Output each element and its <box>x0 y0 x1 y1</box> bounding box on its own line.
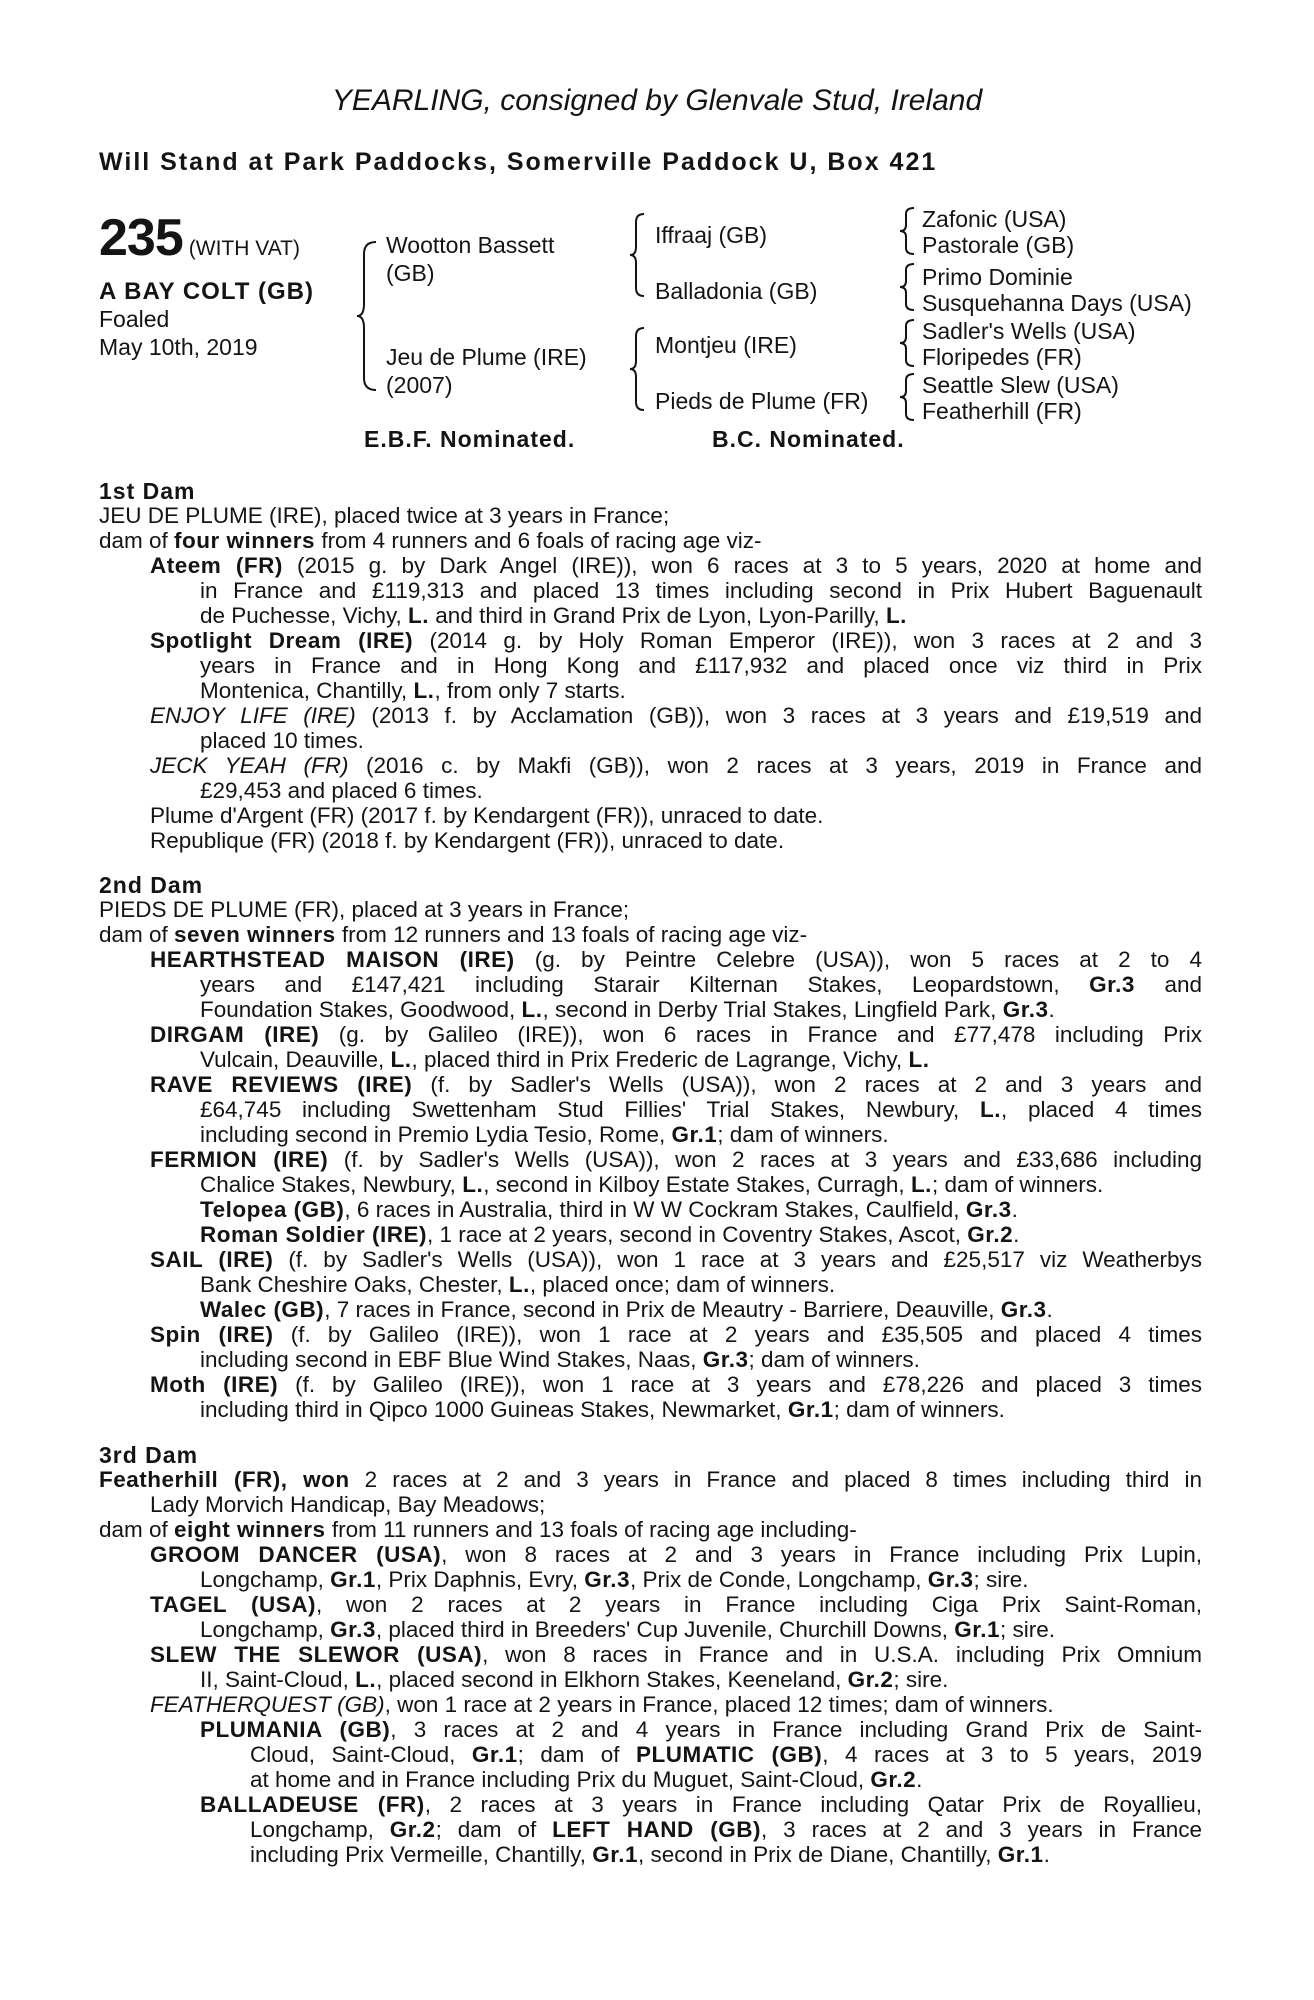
second-dam-summary: PIEDS DE PLUME (FR), placed at 3 years in France; <box>99 897 630 922</box>
list-item-sub: BALLADEUSE (FR), 2 races at 3 years in France including Qatar Prix de Royallieu, <box>200 1792 1203 1817</box>
list-item-continued: £64,745 including Swettenham Stud Fillies' Trial Stakes, Newbury, L., placed 4 times <box>200 1097 1202 1122</box>
list-item-continued: Vulcain, Deauville, L., placed third in Prix Frederic de Lagrange, Vichy, L. <box>200 1047 930 1072</box>
list-item-sub: Walec (GB), 7 races in France, second in Prix de Meautry - Barriere, Deauville, Gr.3. <box>200 1297 1053 1322</box>
list-item-sub: PLUMANIA (GB), 3 races at 2 and 4 years in France including Grand Prix de Saint- <box>200 1717 1202 1742</box>
sire-dam-name: Balladonia (GB) <box>655 278 818 304</box>
list-item-continued: Cloud, Saint-Cloud, Gr.1; dam of PLUMATIC (GB), 4 races at 3 to 5 years, 2019 <box>250 1742 1202 1767</box>
sire-name: Wootton Bassett <box>386 232 555 258</box>
stand-location: Will Stand at Park Paddocks, Somerville Paddock U, Box 421 <box>99 148 938 176</box>
pedigree-brace-main <box>356 240 382 392</box>
list-item-sub: Roman Soldier (IRE), 1 race at 2 years, second in Coventry Stakes, Ascot, Gr.2. <box>200 1222 1020 1247</box>
list-item-continued: years and £147,421 including Starair Kilternan Stakes, Leopardstown, Gr.3 and <box>200 972 1202 997</box>
list-item-continued: including second in EBF Blue Wind Stakes, Naas, Gr.3; dam of winners. <box>200 1347 920 1372</box>
grandsire-6: Floripedes (FR) <box>922 344 1082 370</box>
list-item-continued: II, Saint-Cloud, L., placed second in Elkhorn Stakes, Keeneland, Gr.2; sire. <box>200 1667 949 1692</box>
third-dam-summary-continued: Lady Morvich Handicap, Bay Meadows; <box>150 1492 546 1517</box>
list-item: ENJOY LIFE (IRE) (2013 f. by Acclamation (GB)), won 3 races at 3 years and £19,519 and <box>150 703 1202 728</box>
list-item-sub: Telopea (GB), 6 races in Australia, third in W W Cockram Stakes, Caulfield, Gr.3. <box>200 1197 1018 1222</box>
list-item-continued: including Prix Vermeille, Chantilly, Gr.1, second in Prix de Diane, Chantilly, Gr.1. <box>250 1842 1050 1867</box>
pedigree-brace-dam <box>628 326 650 412</box>
list-item: JECK YEAH (FR) (2016 c. by Makfi (GB)), won 2 races at 3 years, 2019 in France and <box>150 753 1202 778</box>
sire-country: (GB) <box>386 260 435 286</box>
bc-nominated: B.C. Nominated. <box>712 426 905 452</box>
list-item-continued: placed 10 times. <box>200 728 364 753</box>
third-dam-produce-summary: dam of eight winners from 11 runners and 13 foals of racing age including- <box>99 1517 857 1542</box>
second-dam-produce-summary: dam of seven winners from 12 runners and 13 foals of racing age viz- <box>99 922 808 947</box>
list-item-continued: de Puchesse, Vichy, L. and third in Grand Prix de Lyon, Lyon-Parilly, L. <box>200 603 907 628</box>
grandsire-3: Primo Dominie <box>922 264 1073 290</box>
vat-note: (WITH VAT) <box>188 237 300 260</box>
list-item: Spin (IRE) (f. by Galileo (IRE)), won 1 race at 2 years and £35,505 and placed 4 times <box>150 1322 1202 1347</box>
list-item-continued: Foundation Stakes, Goodwood, L., second in Derby Trial Stakes, Lingfield Park, Gr.3. <box>200 997 1055 1022</box>
list-item: Spotlight Dream (IRE) (2014 g. by Holy Roman Emperor (IRE)), won 3 races at 2 and 3 <box>150 628 1202 653</box>
sire-sire-name: Iffraaj (GB) <box>655 222 768 248</box>
list-item-continued: Montenica, Chantilly, L., from only 7 starts. <box>200 678 626 703</box>
list-item-continued: Chalice Stakes, Newbury, L., second in Kilboy Estate Stakes, Curragh, L.; dam of winners. <box>200 1172 1104 1197</box>
list-item-continued: years in France and in Hong Kong and £117,932 and placed once viz third in Prix <box>200 653 1202 678</box>
dam-sire-name: Montjeu (IRE) <box>655 332 797 358</box>
dam-year: (2007) <box>386 372 453 398</box>
lot-number: 235 <box>99 209 183 267</box>
grandsire-5: Sadler's Wells (USA) <box>922 318 1136 344</box>
list-item: HEARTHSTEAD MAISON (IRE) (g. by Peintre Celebre (USA)), won 5 races at 2 to 4 <box>150 947 1203 972</box>
list-item-continued: Longchamp, Gr.2; dam of LEFT HAND (GB), 3 races at 2 and 3 years in France <box>250 1817 1202 1842</box>
list-item-continued: including second in Premio Lydia Tesio, Rome, Gr.1; dam of winners. <box>200 1122 889 1147</box>
pedigree-brace-g1 <box>898 206 918 256</box>
list-item-continued: Longchamp, Gr.1, Prix Daphnis, Evry, Gr.3, Prix de Conde, Longchamp, Gr.3; sire. <box>200 1567 1029 1592</box>
list-item-continued: £29,453 and placed 6 times. <box>200 778 483 803</box>
list-item: TAGEL (USA), won 2 races at 2 years in France including Ciga Prix Saint-Roman, <box>150 1592 1202 1617</box>
pedigree-brace-g4 <box>898 372 918 422</box>
list-item: FERMION (IRE) (f. by Sadler's Wells (USA)), won 2 races at 3 years and £33,686 including <box>150 1147 1202 1172</box>
grandsire-4: Susquehanna Days (USA) <box>922 290 1192 316</box>
dam-dam-name: Pieds de Plume (FR) <box>655 388 869 414</box>
list-item-continued: including third in Qipco 1000 Guineas Stakes, Newmarket, Gr.1; dam of winners. <box>200 1397 1005 1422</box>
second-dam-heading: 2nd Dam <box>99 872 204 898</box>
third-dam-summary: Featherhill (FR), won 2 races at 2 and 3 years in France and placed 8 times including third in <box>99 1467 1202 1492</box>
list-item: GROOM DANCER (USA), won 8 races at 2 and 3 years in France including Prix Lupin, <box>150 1542 1202 1567</box>
ebf-nominated: E.B.F. Nominated. <box>364 426 576 452</box>
pedigree-brace-g3 <box>898 318 918 368</box>
first-dam-summary: JEU DE PLUME (IRE), placed twice at 3 years in France; <box>99 503 670 528</box>
list-item: SAIL (IRE) (f. by Sadler's Wells (USA)), won 1 race at 3 years and £25,517 viz Weatherbys <box>150 1247 1202 1272</box>
list-item-continued: in France and £119,313 and placed 13 times including second in Prix Hubert Baguenault <box>200 578 1202 603</box>
list-item: RAVE REVIEWS (IRE) (f. by Sadler's Wells (USA)), won 2 races at 2 and 3 years and <box>150 1072 1202 1097</box>
lot-description: A BAY COLT (GB) <box>99 278 315 305</box>
list-item-continued: Bank Cheshire Oaks, Chester, L., placed once; dam of winners. <box>200 1272 836 1297</box>
dam-name: Jeu de Plume (IRE) <box>386 344 587 370</box>
first-dam-produce-summary: dam of four winners from 4 runners and 6 foals of racing age viz- <box>99 528 762 553</box>
grandsire-7: Seattle Slew (USA) <box>922 372 1119 398</box>
list-item: FEATHERQUEST (GB), won 1 race at 2 years in France, placed 12 times; dam of winners. <box>150 1692 1054 1717</box>
first-dam-heading: 1st Dam <box>99 478 196 504</box>
consignment-heading: YEARLING, consigned by Glenvale Stud, Ireland <box>331 84 983 117</box>
list-item: DIRGAM (IRE) (g. by Galileo (IRE)), won 6 races in France and £77,478 including Prix <box>150 1022 1202 1047</box>
list-item-continued: at home and in France including Prix du Muguet, Saint-Cloud, Gr.2. <box>250 1767 923 1792</box>
grandsire-1: Zafonic (USA) <box>922 206 1067 232</box>
list-item-continued: Longchamp, Gr.3, placed third in Breeders' Cup Juvenile, Churchill Downs, Gr.1; sire. <box>200 1617 1055 1642</box>
list-item: Ateem (FR) (2015 g. by Dark Angel (IRE)), won 6 races at 3 to 5 years, 2020 at home and <box>150 553 1202 578</box>
grandsire-8: Featherhill (FR) <box>922 398 1082 424</box>
foaled-date: May 10th, 2019 <box>99 334 258 360</box>
pedigree-brace-g2 <box>898 262 918 312</box>
list-item: Plume d'Argent (FR) (2017 f. by Kendargent (FR)), unraced to date. <box>150 803 824 828</box>
foaled-label: Foaled <box>99 306 170 332</box>
grandsire-2: Pastorale (GB) <box>922 232 1075 258</box>
list-item: Republique (FR) (2018 f. by Kendargent (FR)), unraced to date. <box>150 828 785 853</box>
list-item: SLEW THE SLEWOR (USA), won 8 races in France and in U.S.A. including Prix Omnium <box>150 1642 1202 1667</box>
third-dam-heading: 3rd Dam <box>99 1442 199 1468</box>
pedigree-brace-sire <box>628 212 650 298</box>
list-item: Moth (IRE) (f. by Galileo (IRE)), won 1 race at 3 years and £78,226 and placed 3 times <box>150 1372 1202 1397</box>
lot-number-block <box>99 208 300 268</box>
